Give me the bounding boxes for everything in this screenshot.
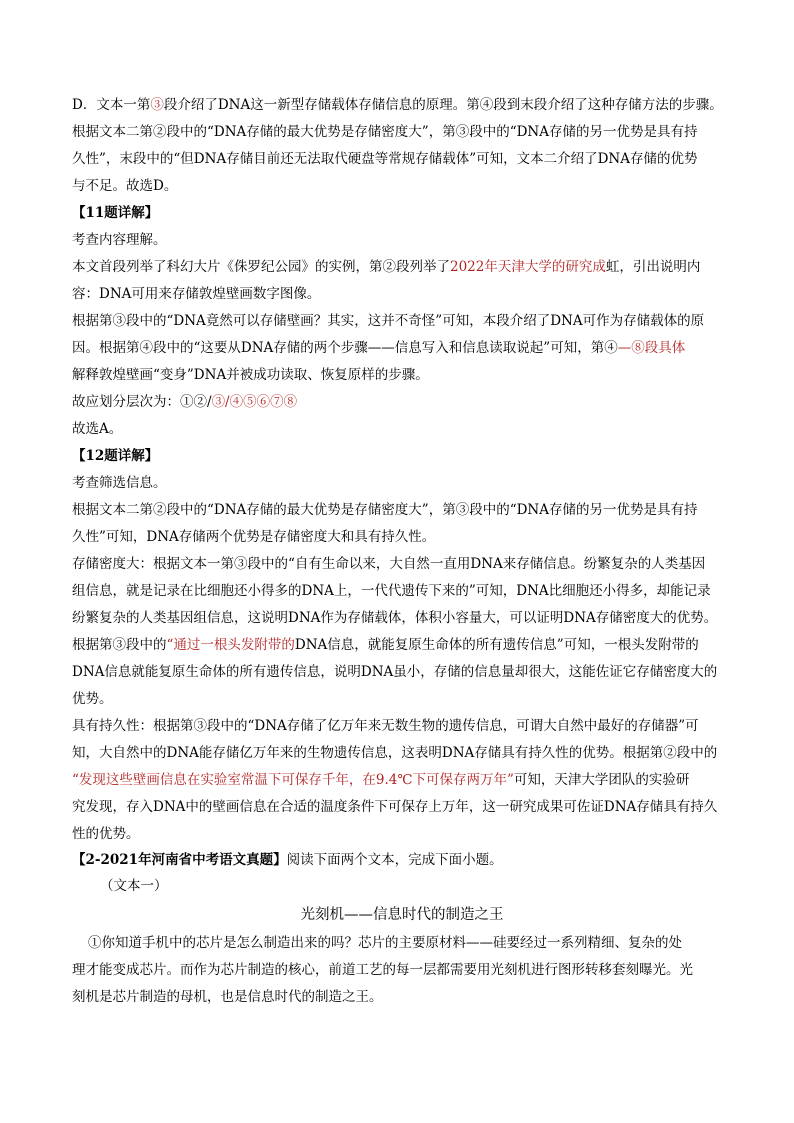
highlighted-text: 2022年天津大学的研究成	[450, 259, 606, 275]
text-line-p1	[72, 930, 732, 957]
highlighted-text: —⑧段具体	[617, 340, 686, 356]
line-text: 故应划分层次为：①②/	[72, 394, 212, 410]
line-text: D．文本一第	[72, 97, 151, 113]
text-line-b11	[72, 740, 732, 767]
line-text: 久性”，末段中的“但DNA存储目前还无法取代硬盘等常规存储载体”可知，文本二介绍了DNA存储的优势	[72, 151, 698, 167]
line-text: 优势。	[72, 691, 113, 707]
line-text: （文本一）	[100, 878, 168, 894]
line-text: 光刻机——信息时代的制造之王	[300, 907, 504, 923]
line-text: 具有持久性：根据第③段中的“DNA存储了亿万年来无数生物的遗传信息，可谓大自然中最好的存储器”可	[72, 718, 699, 734]
text-line-b1	[72, 470, 732, 497]
line-text: 根据文本二第②段中的“DNA存储的最大优势是存储密度大”，第③段中的“DNA存储的另一优势是具有持	[72, 502, 698, 518]
line-text: 根据第③段中的	[72, 637, 167, 653]
line-text: 刻机是芯片制造的母机，也是信息时代的制造之王。	[72, 989, 383, 1005]
line-text: 存储密度大：根据文本一第③段中的“自有生命以来，大自然一直用DNA来存储信息。纷繁复杂的人类基因	[72, 556, 706, 572]
line-text: 【12题详解】	[72, 448, 159, 464]
document-page	[72, 92, 732, 1011]
text-line-h11	[72, 200, 732, 227]
line-text: 考查内容理解。	[72, 232, 167, 248]
text-line-b2	[72, 497, 732, 524]
line-text: 纷繁复杂的人类基因组信息，这说明DNA作为存储载体，体积小容量大，可以证明DNA存储密度大的优势。	[72, 610, 718, 626]
text-line-t2	[72, 900, 732, 930]
text-line-b6	[72, 605, 732, 632]
line-text: 与不足。故选D。	[72, 178, 178, 194]
text-line-b4	[72, 551, 732, 578]
line-text: 解释敦煌壁画“变身”DNA并被成功读取、恢复原样的步骤。	[72, 367, 429, 383]
text-line-a8	[72, 416, 732, 443]
line-text: 根据第③段中的“DNA竟然可以存储壁画？其实，这并不奇怪”可知，本段介绍了DNA可作为存储载体的原	[72, 313, 705, 329]
line-text: DNA信息就能复原生命体的所有遗传信息，说明DNA虽小，存储的信息量却很大，这能佐证它存储密度大的	[72, 664, 718, 680]
line-text: 久性”可知，DNA存储两个优势是存储密度大和具有持久性。	[72, 529, 436, 545]
text-line-t1	[72, 873, 732, 900]
text-line-a4	[72, 308, 732, 335]
line-text: 阅读下面两个文本，完成下面小题。	[286, 852, 503, 868]
text-line-q2	[72, 848, 732, 873]
text-line-a6	[72, 362, 732, 389]
line-text: DNA信息，就能复原生命体的所有遗传信息”可知，一根头发附带的	[294, 637, 699, 653]
highlighted-text: “发现这些壁画信息在实验室常温下可保存千年，在9.4℃下可保存两万年”	[72, 772, 514, 788]
line-text: 因。根据第④段中的“这要从DNA存储的两个步骤——信息写入和信息读取说起”可知，第④	[72, 340, 618, 356]
line-text: 虹，引出说明内	[605, 259, 701, 275]
line-text: 究发现，存入DNA中的壁画信息在合适的温度条件下可保存上万年，这一研究成果可佐证DNA存储具有持久	[72, 799, 718, 815]
text-line-b13	[72, 794, 732, 821]
text-line-d2	[72, 119, 732, 146]
text-line-a3	[72, 281, 732, 308]
text-line-d1	[72, 92, 732, 119]
text-line-b3	[72, 524, 732, 551]
text-line-p3	[72, 984, 732, 1011]
text-line-b7	[72, 632, 732, 659]
text-line-b9	[72, 686, 732, 713]
highlighted-text: ③	[150, 97, 164, 113]
text-line-d4	[72, 173, 732, 200]
line-text: 考查筛选信息。	[72, 475, 167, 491]
text-line-b14	[72, 821, 732, 848]
text-line-b12	[72, 767, 732, 794]
line-text: 组信息，就是记录在比细胞还小得多的DNA上，一代代遗传下来的”可知，DNA比细胞还小得多，却能记录	[72, 583, 711, 599]
text-line-b5	[72, 578, 732, 605]
text-line-a7	[72, 389, 732, 416]
line-text: 可知，天津大学团队的实验研	[513, 772, 690, 788]
line-text: 本文首段列举了科幻大片《侏罗纪公园》的实例，第②段列举了	[72, 259, 450, 275]
highlighted-text: “通过一根头发附带的	[166, 637, 295, 653]
text-line-a2	[72, 254, 732, 281]
text-line-a5	[72, 335, 732, 362]
text-line-p2	[72, 957, 732, 984]
line-text: 容：DNA可用来存储敦煌壁画数字图像。	[72, 286, 321, 302]
line-text: 故选A。	[72, 421, 123, 437]
text-line-d3	[72, 146, 732, 173]
line-text: 知，大自然中的DNA能存储亿万年来的生物遗传信息，这表明DNA存储具有持久性的优势。根据第②段中的	[72, 745, 718, 761]
line-text: 根据文本二第②段中的“DNA存储的最大优势是存储密度大”，第③段中的“DNA存储的另一优势是具有持	[72, 124, 698, 140]
text-line-b10	[72, 713, 732, 740]
line-text: 理才能变成芯片。而作为芯片制造的核心，前道工艺的每一层都需要用光刻机进行图形转移套刻曝光。光	[72, 962, 693, 978]
text-line-h12	[72, 443, 732, 470]
line-text: 性的优势。	[72, 826, 140, 842]
line-text: 【11题详解】	[72, 205, 159, 221]
line-text: 段介绍了DNA这一新型存储载体存储信息的原理。第④段到末段介绍了这种存储方法的步骤。	[163, 97, 723, 113]
highlighted-text: ③/④⑤⑥⑦⑧	[211, 394, 298, 410]
text-line-a1	[72, 227, 732, 254]
line-text: ①你知道手机中的芯片是怎么制造出来的吗？芯片的主要原材料——硅要经过一系列精细、复杂的处	[88, 935, 682, 951]
text-line-b8	[72, 659, 732, 686]
line-text: 【2-2021年河南省中考语文真题】	[72, 852, 287, 868]
